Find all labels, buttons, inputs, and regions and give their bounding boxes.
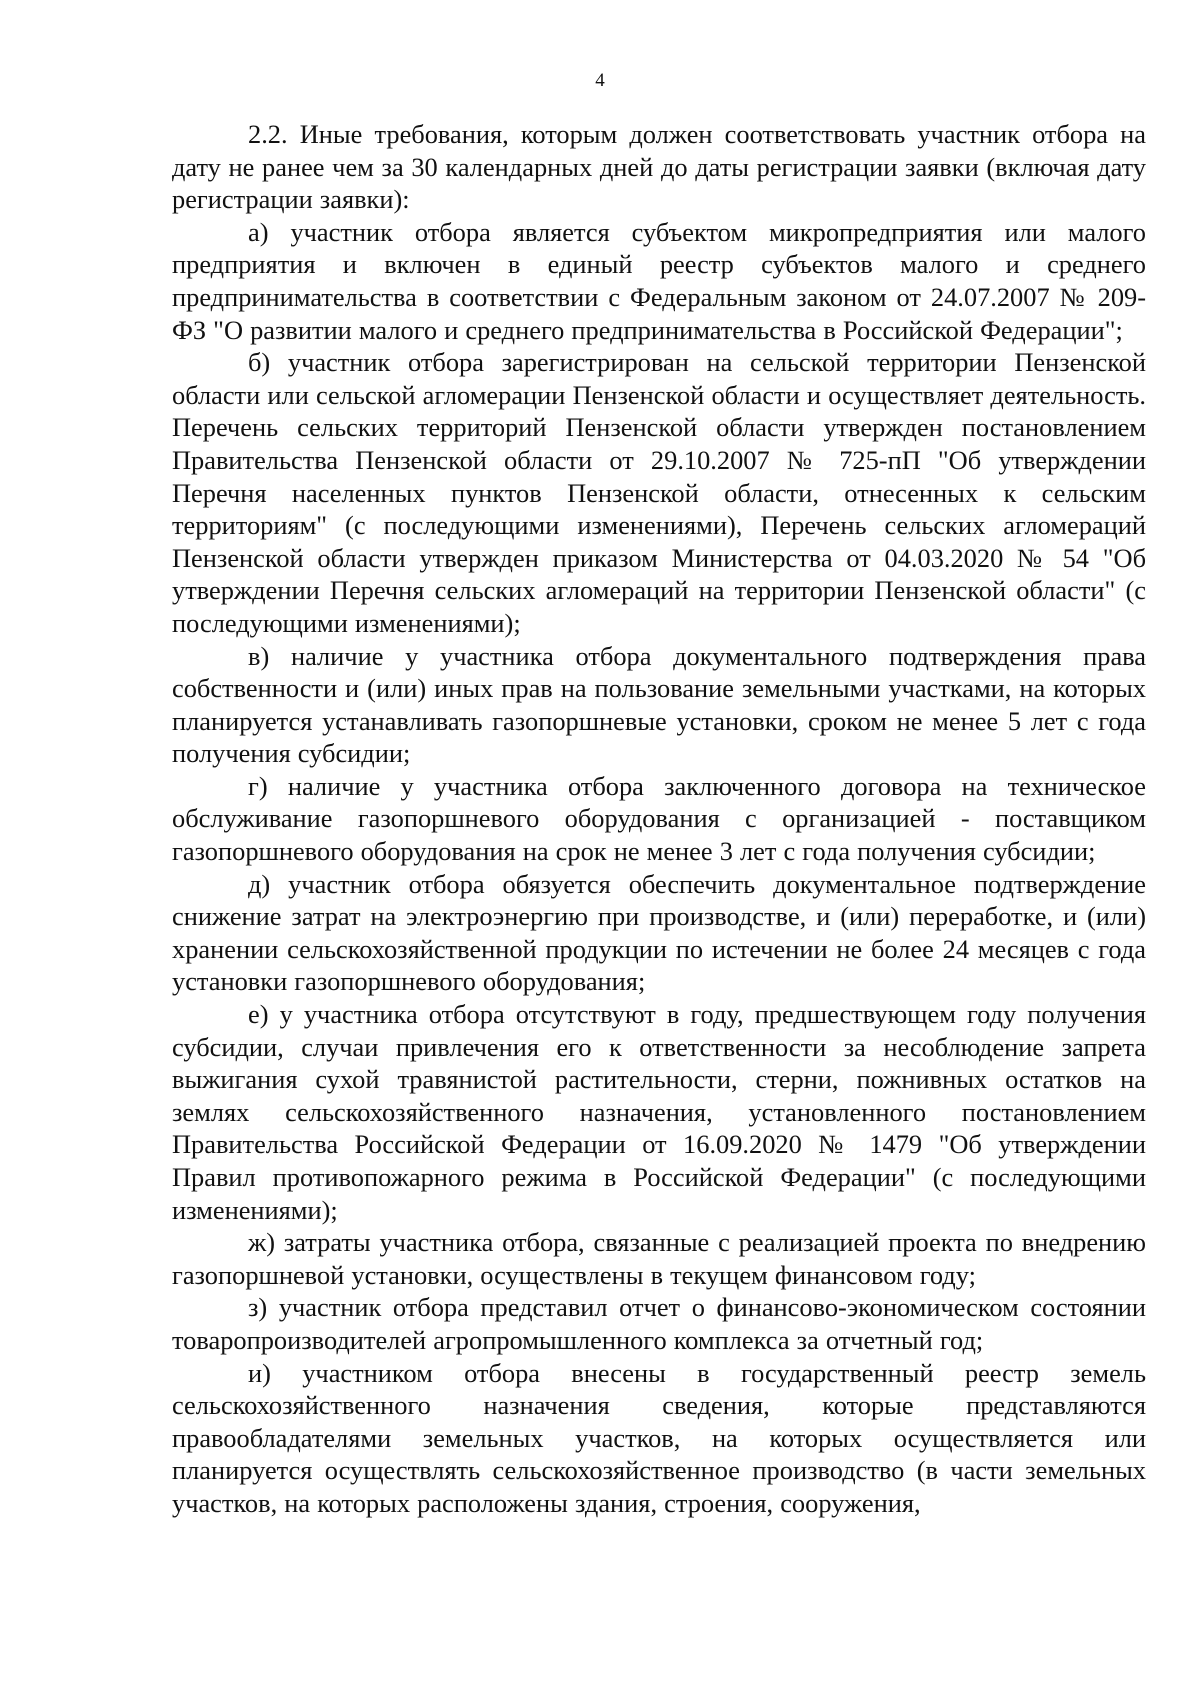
paragraph-v: в) наличие у участника отбора документального подтверждения права собственности и (или) иных прав на пользование земельными участками, на которых планируется устанавливать газопоршневые установки, сроком не менее 5 лет с года получения субсидии;	[172, 640, 1146, 769]
paragraph-e: е) у участника отбора отсутствуют в году, предшествующем году получения субсидии, случаи привлечения его к ответственности за несоблюдение запрета выжигания сухой травянистой растительности, стерни, пожнивных остатков на землях сельскохозяйственного назначения, установленного постановлением Правительства Российской Федерации от 16.09.2020 № 1479 "Об утверждении Правил противопожарного режима в Российской Федерации" (с последующими изменениями);	[172, 999, 1146, 1225]
paragraph-i: и) участником отбора внесены в государственный реестр земель сельскохозяйственного назначения сведения, которые представляются правообладателями земельных участков, на которых осуществляется или планируется осуществлять сельскохозяйственное производство (в части земельных участков, на которых расположены здания, строения, сооружения,	[172, 1357, 1146, 1518]
paragraph-z: з) участник отбора представил отчет о финансово-экономическом состоянии товаропроизводителей агропромышленного комплекса за отчетный год;	[172, 1292, 1146, 1355]
paragraph-zh: ж) затраты участника отбора, связанные с реализацией проекта по внедрению газопоршневой установки, осуществлены в текущем финансовом году;	[172, 1227, 1146, 1290]
paragraph-d: д) участник отбора обязуется обеспечить документальное подтверждение снижение затрат на электроэнергию при производстве, и (или) переработке, и (или) хранении сельскохозяйственной продукции по истечении не более 24 месяцев с года установки газопоршневого оборудования;	[172, 868, 1146, 997]
paragraph-a: а) участник отбора является субъектом микропредприятия или малого предприятия и включен в единый реестр субъектов малого и среднего предпринимательства в соответствии с Федеральным законом от 24.07.2007 № 209-ФЗ "О развитии малого и среднего предпринимательства в Российской Федерации";	[172, 216, 1146, 345]
paragraph-b: б) участник отбора зарегистрирован на сельской территории Пензенской области или сельской агломерации Пензенской области и осуществляет деятельность. Перечень сельских территорий Пензенской области утвержден постановлением Правительства Пензенской области от 29.10.2007 № 725-пП "Об утверждении Перечня населенных пунктов Пензенской области, отнесенных к сельским территориям" (с последующими изменениями), Перечень сельских агломераций Пензенской области утвержден приказом Министерства от 04.03.2020 № 54 "Об утверждении Перечня сельских агломераций на территории Пензенской области" (с последующими изменениями);	[172, 347, 1146, 638]
page-number: 4	[595, 70, 605, 91]
document-body	[172, 118, 1146, 1520]
paragraph-g: г) наличие у участника отбора заключенного договора на техническое обслуживание газопоршневого оборудования с организацией - поставщиком газопоршневого оборудования на срок не менее 3 лет с года получения субсидии;	[172, 770, 1146, 867]
paragraph-2-2: 2.2. Иные требования, которым должен соответствовать участник отбора на дату не ранее чем за 30 календарных дней до даты регистрации заявки (включая дату регистрации заявки):	[172, 119, 1146, 215]
